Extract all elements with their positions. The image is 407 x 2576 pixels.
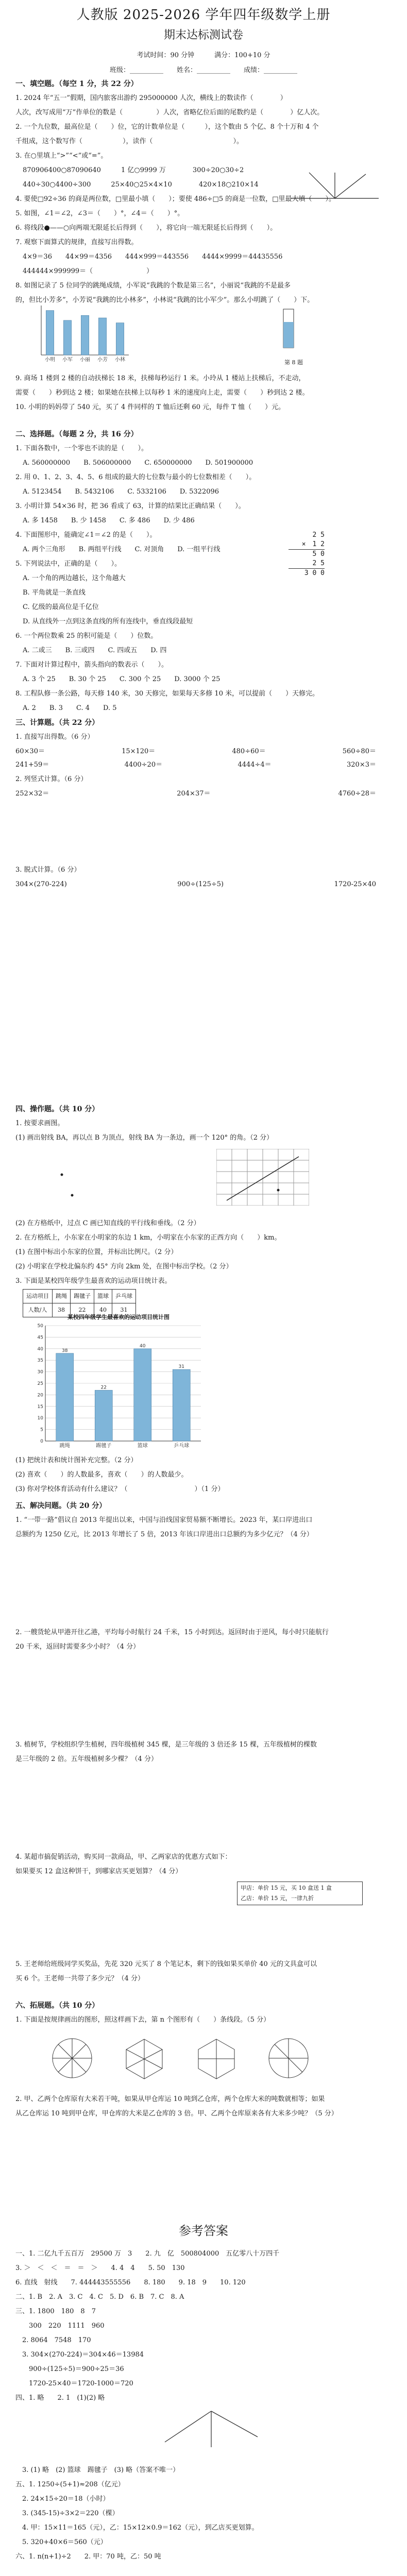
options: A. 3 个 25 B. 30 个 25 C. 300 个 25 D. 3000 个 25 — [23, 675, 221, 683]
ray-right — [335, 174, 366, 198]
calc-item: 252×32＝ — [15, 790, 49, 798]
answer-line: 3. 304×(270-224)＝304×46＝13984 — [15, 2351, 144, 2359]
answer-line: 一、1. 二亿九千五百万 29500 万 3 2. 九 亿 500804000 五亿零八十万四千 — [15, 2250, 280, 2258]
y-tick-label: 30 — [37, 1369, 43, 1375]
section-operation-cont — [15, 1216, 392, 1317]
option: B. 平角就是一条直线 — [23, 589, 86, 597]
question-items: 870906400○87090640 1 亿○9999 万 300÷20○30÷2 — [23, 166, 244, 174]
question: 1. 按要求画图。 — [15, 1120, 64, 1127]
y-tick-label: 40 — [37, 1346, 43, 1352]
table-cell: 踢毽子 — [71, 1290, 94, 1303]
options: A. 5123454 B. 5432106 C. 5332106 D. 5322096 — [23, 488, 219, 496]
shop-a: 甲店：单价 15 元，买 10 盒送 1 盒 — [241, 1885, 332, 1891]
jump-thermometer-figure — [268, 307, 309, 355]
answers-title: 参考答案 — [179, 2224, 228, 2238]
answer-line: 3. ＞ ＜ ＜ ＝ ＝ ＞ 4. 4 4 5. 50 130 — [15, 2264, 185, 2272]
point-c — [277, 1189, 280, 1192]
question: 6. 将线段●——○向两端无限延长后得到（ ），将它向一端无限延长后得到（ ）。 — [15, 224, 277, 232]
question-sub: (2) 小明家在学校北偏东约 45° 方向 2km 处，在图中标出学校。（2 分） — [15, 1263, 233, 1270]
answer-line: 5. 320+40×6＝560（元） — [15, 2538, 107, 2546]
question: 2. 在方格纸上，小东家在小明家的东边 1 km，小明家在小东家的正西方向（ ）km。 — [15, 1234, 281, 1242]
answer-line: 五、1. 1250÷(5+1)≈208（亿元） — [15, 2481, 125, 2488]
question-cont: 千组成，这个数写作（ ），读作（ ）。 — [15, 138, 244, 145]
question: 10. 小明的妈妈带了 540 元，买了 4 件同样的 T 恤后还剩 60 元，每件 T 恤（ ）元。 — [15, 403, 285, 411]
table-cell: 31 — [112, 1303, 136, 1317]
calc-item: 320×3＝ — [347, 761, 376, 769]
question-sub: (1) 画出射线 BA，再以点 B 为顶点，射线 BA 为一条边，画一个 120° 的角。（2 分） — [15, 1134, 274, 1142]
question-sub: (1) 在图中标出小东家的位置，并标出比例尺。（2 分） — [15, 1248, 178, 1256]
question: 3. 在○里填上“>”“<”或“=”。 — [15, 152, 108, 160]
calc-line: 5 0 — [312, 550, 325, 558]
pattern-shape-4 — [269, 2039, 308, 2078]
table-cell: 运动项目 — [23, 1290, 53, 1303]
calc-item: 4400÷20＝ — [124, 761, 163, 769]
answer-line: 1720-25×40＝1720-1000＝720 — [15, 2380, 133, 2387]
question-sub: (3) 你对学校体育活动有什么建议？（ ）（1 分） — [15, 1485, 225, 1493]
angle-figure — [289, 170, 381, 206]
exam-title: 人教版 2025-2026 学年四年级数学上册 — [76, 7, 331, 23]
calc-item: 241+59＝ — [15, 761, 49, 769]
calc-item: 60×30＝ — [15, 748, 45, 755]
question: 3. 植树节，学校组织学生植树，四年级植树 345 棵，是三年级的 3 倍还多 15 棵，五年级植树的棵数 — [15, 1741, 317, 1749]
x-tick-label: 踢毽子 — [96, 1443, 112, 1449]
point-b-figure — [41, 1154, 175, 1206]
question: 5. 王老师给班级同学买奖品，先花 320 元买了 8 个笔记本，剩下的钱如果买单价 40 元的文具盒可以 — [15, 1960, 317, 1968]
options: A. 两个三角形 B. 两组平行线 C. 对顶角 D. 一组平行线 — [23, 546, 221, 553]
question: 2. 甲、乙两个仓库原有大米若干吨，如果从甲仓库运 10 吨到乙仓库，两个仓库大米的吨数就相等；如果 — [15, 2095, 325, 2103]
section-problems — [15, 1499, 392, 1987]
bar — [46, 311, 54, 355]
y-tick-label: 35 — [37, 1358, 43, 1364]
calc-item: 1720-25×40 — [334, 880, 376, 888]
thermometer-fill — [283, 322, 294, 348]
shop-box — [237, 1882, 363, 1905]
section-extension — [15, 1999, 392, 2028]
question: 4. 下面图形中，能确定∠1＝∠2 的是（ ）。 — [15, 531, 157, 539]
section-heading: 六、拓展题。（共 10 分） — [15, 2002, 99, 2010]
y-tick-label: 25 — [37, 1381, 43, 1386]
calc-item: 560÷80＝ — [342, 748, 376, 755]
calc-row — [15, 745, 392, 758]
table-cell: 40 — [94, 1303, 112, 1317]
sport-bar-chart — [31, 1321, 206, 1450]
answer-line: 300 220 1111 960 — [15, 2322, 105, 2330]
section-heading: 二、选择题。（每题 2 分，共 16 分） — [15, 430, 138, 438]
data-label: 40 — [140, 1343, 146, 1349]
question-cont: 需要（ ）秒到达 2 楼；如果她在扶梯上以每秒 1 米的速度向上走，需要（ ）秒到达 2 楼。 — [15, 389, 309, 397]
question-cont: 20 千米，返回时需要多少小时？（4 分） — [15, 1643, 140, 1651]
answer-line: 3. (345-15)÷3×2＝220（棵） — [15, 2510, 119, 2517]
question-cont: 如果要买 12 盒这种饼干，到哪家店买更划算？（4 分） — [15, 1868, 182, 1875]
calc-item: 204×37＝ — [177, 790, 211, 798]
question: 3. 小明计算 54×36 时，把 36 看成了 63，计算的结果比正确结果（ ）。 — [15, 502, 245, 510]
question-sub: (2) 喜欢（ ）的人数最多，喜欢（ ）的人数最少。 — [15, 1471, 188, 1479]
bar — [98, 318, 106, 355]
question: 4. 某超市搞促销活动，购买同一款商品，甲、乙两家店的优惠方式如下： — [15, 1853, 232, 1861]
y-tick-label: 5 — [40, 1427, 43, 1433]
question-cont: 从乙仓库运 10 吨到甲仓库，甲仓库的大米是乙仓库的 3 倍。甲、乙两个仓库原来各有大米多少吨？（5 分） — [15, 2110, 338, 2117]
y-tick-label: 0 — [40, 1439, 43, 1444]
answer-sketch — [155, 2401, 268, 2452]
calc-line: 3 0 0 — [304, 569, 325, 577]
calc-item: 4444÷4＝ — [238, 761, 272, 769]
options: A. 560000000 B. 506000000 C. 650000000 D. 501900000 — [23, 459, 253, 467]
answer-line: 二、1. B 2. A 3. C 4. C 5. D 6. B 7. C 8. A — [15, 2293, 184, 2301]
pattern-shape-1 — [53, 2039, 92, 2078]
question-cont: 总额约为 1250 亿元，比 2013 年增长了 5 倍，2013 年该口岸进出口总额约为多少亿元？（4 分） — [15, 1531, 313, 1538]
calc-line: 2 5 — [289, 559, 325, 569]
shop-b: 乙店：单价 15 元，一律九折 — [241, 1895, 314, 1902]
calc-line: × 1 2 — [289, 540, 325, 550]
question-sub: (2) 在方格纸中，过点 C 画已知直线的平行线和垂线。（2 分） — [15, 1219, 200, 1227]
question-cont: 的，但比小芳多”，小芳说“我跳的比小林多”，小林说“我跳的比小军少”。那么小明跳了（ ）下。 — [15, 296, 314, 304]
data-label: 22 — [100, 1385, 107, 1391]
x-tick-label: 跳绳 — [59, 1443, 70, 1449]
calc-item: 4760÷28＝ — [338, 790, 376, 798]
pattern-figures — [46, 2035, 355, 2087]
calc-item: 480÷60＝ — [232, 748, 266, 755]
answer-line: 900÷(125÷5)＝900÷25＝36 — [15, 2365, 124, 2373]
section-operation — [15, 1103, 392, 1146]
answer-line: 四、1. 略 2. 1 (1)(2) 略 — [15, 2394, 105, 2402]
answer-line: 3. (1) 略 (2) 篮球 踢毽子 (3) 略（答案不唯一） — [15, 2466, 180, 2474]
question: 7. 下面对计算过程中，箭头指向的数表示（ ）。 — [15, 661, 168, 669]
table-cell: 乒乓球 — [112, 1290, 136, 1303]
question: 2. 一艘货轮从甲港开往乙港，平均每小时航行 24 千米，15 小时到达。返回时由于逆风，每小时只能航行 — [15, 1629, 329, 1636]
option: A. 一个角的两边越长，这个角越大 — [23, 574, 126, 582]
options: A. 多 1458 B. 少 1458 C. 多 486 D. 少 486 — [23, 517, 195, 524]
calc-row — [15, 758, 392, 772]
section-heading: 五、解决问题。（共 20 分） — [15, 1502, 107, 1510]
section-operation-end — [15, 1453, 392, 1497]
pattern-shape-2 — [126, 2039, 162, 2079]
x-tick-label: 乒乓球 — [174, 1443, 190, 1449]
answer-line: 三、1. 1800 180 8 7 — [15, 2308, 96, 2315]
answer-line: 2. 24×15÷20＝18（小时） — [15, 2495, 110, 2503]
x-tick-label: 小明 — [45, 357, 55, 363]
calc-line: 2 5 — [312, 531, 325, 539]
question: 5. 下列说法中，正确的是（ ）。 — [15, 560, 122, 568]
question: 3. 下面是某校四年级学生最喜欢的运动项目统计表。 — [15, 1277, 172, 1285]
table-cell: 跳绳 — [53, 1290, 71, 1303]
bar — [81, 315, 89, 355]
y-tick-label: 45 — [37, 1335, 43, 1341]
question: 1. 2024 年“五一”假期，国内旅客出游约 295000000 人次，横线上的数读作（ ） — [15, 94, 287, 102]
question: 1. 下面是按规律画出的图形，照这样画下去，第 n 个图形有（ ）条线段。（5 分） — [15, 2016, 270, 2024]
calc-row — [15, 787, 392, 801]
table-cell: 篮球 — [94, 1290, 112, 1303]
question-items: 440÷30○4400÷300 25×40○25×4×10 420×18○210×14 — [23, 181, 259, 189]
question: 7. 观察下面算式的规律，直接写出得数。 — [15, 239, 138, 246]
jump-rope-chart — [31, 301, 134, 363]
question: 5. 如图，∠1＝∠2，∠3＝（ ）°，∠4＝（ ）°。 — [15, 210, 184, 217]
section-heading: 三、计算题。（共 22 分） — [15, 719, 99, 727]
option: C. 亿级的最高位是千亿位 — [23, 603, 99, 611]
calc-item: 304×(270-224) — [15, 880, 67, 888]
answer-line: 2. 8064 7548 170 — [15, 2336, 91, 2344]
section-extension-cont — [15, 2092, 392, 2122]
answer-line: 六、1. n(n+1)÷2 2. 甲：70 吨，乙：50 吨 — [15, 2553, 161, 2561]
vertical-calc-figure — [289, 531, 325, 578]
answer-line: 6. 直线 射线 7. 444443555556 8. 180 9. 18 9 10. 120 — [15, 2279, 246, 2286]
bar — [95, 1390, 112, 1441]
section-heading: 四、操作题。（共 10 分） — [15, 1105, 99, 1113]
grid-parallel-figure — [216, 1149, 309, 1206]
calc-item: 900÷(125÷5) — [177, 880, 224, 888]
question: 4. 要使□92÷36 的商是两位数，□里最小填（ ）；要使 486÷□5 的商是一位数，□里最大填（ ）。 — [15, 195, 336, 203]
x-tick-label: 小林 — [115, 357, 125, 363]
data-label: 31 — [178, 1364, 184, 1370]
question-cont: 是三年级的 2 倍。五年级植树多少棵？（4 分） — [15, 1755, 158, 1763]
y-tick-label: 50 — [37, 1324, 43, 1329]
question: 2. 用 0、1、2、3、4、5、6 组成的最大的七位数与最小的七位数相差（ ）。 — [15, 473, 256, 481]
bar — [63, 320, 71, 355]
section-heading: 一、填空题。（每空 1 分，共 22 分） — [15, 80, 138, 88]
question-items: 4×9＝36 44×99＝4356 444×999＝443556 4444×9999＝44435556 — [23, 253, 283, 261]
question: 3. 脱式计算。（6 分） — [15, 866, 81, 874]
options: A. 2 B. 3 C. 4 D. 5 — [23, 704, 117, 712]
point-a — [61, 1174, 63, 1176]
bar — [134, 1349, 151, 1441]
calc-row — [15, 878, 392, 891]
pattern-shape-3 — [198, 2039, 234, 2079]
option: D. 从直线外一点到这条直线的所有连线中，垂直线段最短 — [23, 618, 193, 625]
table-cell: 人数/人 — [23, 1303, 53, 1317]
y-tick-label: 10 — [37, 1416, 43, 1421]
question: 2. 一个九位数，最高位是（ ）位，它的计数单位是（ ），这个数由 5 个亿、8 个十万和 4 个 — [15, 123, 319, 131]
data-label: 38 — [62, 1348, 68, 1353]
question: 1. 下面各数中，一个零也不读的是（ ）。 — [15, 445, 148, 452]
bar — [173, 1369, 190, 1441]
student-info-blanks: 班级：__________ 姓名：__________ 成绩：__________ — [109, 66, 297, 74]
question: 8. 工程队修一条公路，每天修 140 米，30 天修完，如果每天多修 10 米，可以提前（ ）天修完。 — [15, 690, 319, 698]
table-cell: 38 — [53, 1303, 71, 1317]
table-header-row — [23, 1290, 136, 1303]
question: 8. 如图记录了 5 位同学的跳绳成绩，小军说“我跳的个数是第三名”，小丽说“我跳的不是最多 — [15, 282, 291, 290]
question-items: 444444×999999＝（ ） — [23, 267, 154, 275]
x-tick-label: 篮球 — [137, 1443, 148, 1449]
exam-subtitle: 期末达标测试卷 — [163, 29, 243, 42]
y-tick-label: 20 — [37, 1393, 43, 1398]
point-b — [71, 1194, 74, 1197]
question: 9. 商场 1 楼到 2 楼的自动扶梯长 18 米，扶梯每秒运行 1 米。小玲从 1 楼站上扶梯后，不走动， — [15, 375, 306, 382]
question: 1. “一带一路”倡议自 2013 年提出以来，中国与沿线国家贸易额不断增长。2023 年，某口岸进出口 — [15, 1516, 313, 1524]
y-tick-label: 15 — [37, 1404, 43, 1410]
chart-caption: 第 8 题 — [284, 359, 303, 366]
calc-item: 15×120＝ — [122, 748, 156, 755]
question: 1. 直接写出得数。（6 分） — [15, 733, 94, 741]
ray-left — [309, 173, 335, 198]
exam-meta: 考试时间：90 分钟 满分：100+10 分 — [137, 52, 270, 59]
question-cont: 买 6 个。王老师一共带了多少元？（4 分） — [15, 1975, 144, 1982]
answer-line: 4. 甲：15×11＝165（元），乙：15×12×0.9＝162（元），到乙店买更划算。 — [15, 2524, 259, 2532]
question-sub: (1) 把统计表和统计图补充完整。（2 分） — [15, 1456, 138, 1464]
sport-chart-title: 某校四年级学生最喜欢的运动项目统计图 — [67, 1314, 169, 1320]
x-tick-label: 小丽 — [80, 357, 90, 363]
table-cell: 22 — [71, 1303, 94, 1317]
x-tick-label: 小军 — [62, 357, 73, 363]
bar — [56, 1353, 74, 1441]
question: 6. 一个两位数乘 25 的积可能是（ ）位数。 — [15, 632, 158, 640]
bar — [116, 323, 124, 355]
options: A. 二或三 B. 三或四 C. 四或五 D. 四 — [23, 647, 167, 654]
question-cont: 人次，改写成用“万”作单位的数是（ ）人次，省略亿位后面的尾数约是（ ）亿人次。 — [15, 109, 324, 116]
x-tick-label: 小芳 — [97, 357, 108, 363]
section-calculation — [15, 716, 392, 891]
section-fill-blank-cont — [15, 371, 392, 415]
question: 2. 列竖式计算。（6 分） — [15, 775, 88, 783]
section-choice — [15, 428, 392, 716]
